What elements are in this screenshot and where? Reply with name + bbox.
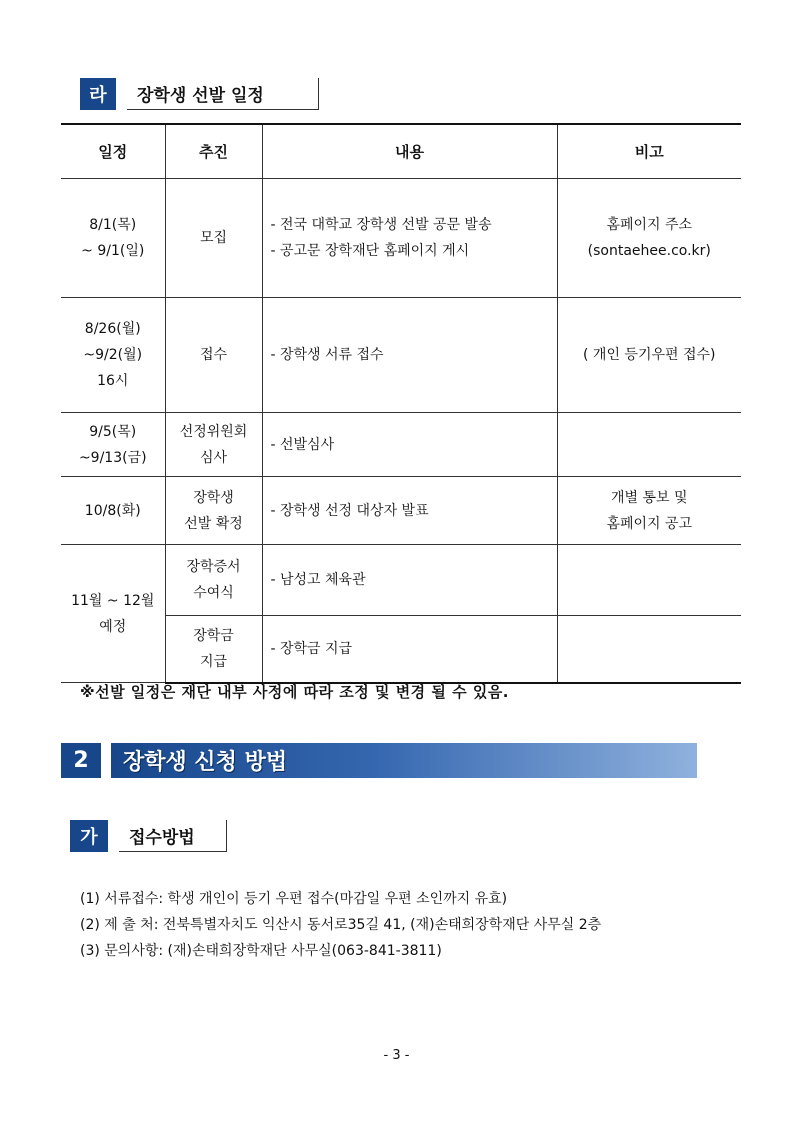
section-2-number: 2 <box>61 743 101 778</box>
cell-step: 접수 <box>165 298 262 413</box>
list-item: (2) 제 출 처: 전북특별자치도 익산시 동서로35길 41, (재)손태희장학재단 사무실 2층 <box>80 917 602 933</box>
header-note: 비고 <box>557 124 741 179</box>
cell-content: - 전국 대학교 장학생 선발 공문 발송 - 공고문 장학재단 홈페이지 게시 <box>262 179 557 298</box>
section-ra-badge: 라 <box>80 78 116 110</box>
cell-date: 9/5(목) ~9/13(금) <box>61 413 165 477</box>
cell-content: - 장학생 서류 접수 <box>262 298 557 413</box>
list-item: (3) 문의사항: (재)손태희장학재단 사무실(063-841-3811) <box>80 943 442 959</box>
cell-note <box>557 545 741 616</box>
section-2-title: 장학생 신청 방법 <box>123 750 288 775</box>
schedule-table <box>61 123 741 684</box>
header-step: 추진 <box>165 124 262 179</box>
cell-step: 장학증서 수여식 <box>165 545 262 616</box>
header-date: 일정 <box>61 124 165 179</box>
section-ra-header <box>80 78 319 110</box>
cell-content: - 장학생 선정 대상자 발표 <box>262 477 557 545</box>
table-row <box>61 298 741 413</box>
cell-date: 8/26(월) ~9/2(월) 16시 <box>61 298 165 413</box>
table-row <box>61 545 741 616</box>
section-2-header <box>61 743 697 778</box>
section-ra-title: 장학생 선발 일정 <box>127 78 319 110</box>
cell-date: 10/8(화) <box>61 477 165 545</box>
schedule-note: ※선발 일정은 재단 내부 사정에 따라 조정 및 변경 될 수 있음. <box>80 683 509 701</box>
cell-content: - 남성고 체육관 <box>262 545 557 616</box>
cell-step: 장학금 지급 <box>165 616 262 683</box>
cell-date: 11월 ~ 12월 예정 <box>61 545 165 683</box>
method-list <box>80 886 601 964</box>
cell-note: 개별 통보 및 홈페이지 공고 <box>557 477 741 545</box>
page-number: - 3 - <box>383 1048 410 1063</box>
cell-step: 장학생 선발 확정 <box>165 477 262 545</box>
section-ga-title: 접수방법 <box>119 820 227 852</box>
section-ga-header <box>70 820 227 852</box>
cell-note: 홈페이지 주소 (sontaehee.co.kr) <box>557 179 741 298</box>
table-row <box>61 413 741 477</box>
cell-content: - 장학금 지급 <box>262 616 557 683</box>
cell-note <box>557 413 741 477</box>
cell-date: 8/1(목) ~ 9/1(일) <box>61 179 165 298</box>
table-row <box>61 179 741 298</box>
cell-note: ( 개인 등기우편 접수) <box>557 298 741 413</box>
header-content: 내용 <box>262 124 557 179</box>
section-2-bar <box>111 743 697 778</box>
cell-step: 선정위원회 심사 <box>165 413 262 477</box>
list-item: (1) 서류접수: 학생 개인이 등기 우편 접수(마감일 우편 소인까지 유효) <box>80 891 508 907</box>
section-ga-badge: 가 <box>70 820 108 852</box>
table-row <box>61 477 741 545</box>
cell-content: - 선발심사 <box>262 413 557 477</box>
cell-note <box>557 616 741 683</box>
table-header-row <box>61 124 741 179</box>
cell-step: 모집 <box>165 179 262 298</box>
